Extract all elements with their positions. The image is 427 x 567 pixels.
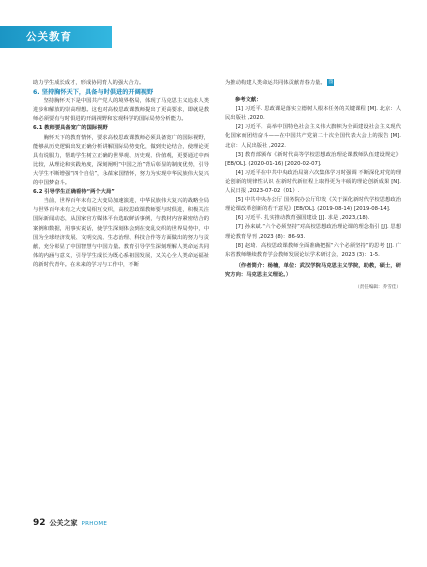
reference-item: [7] 孙来斌.“六个必须坚持”对高校思想政治理论课的理念指引 [J]. 思想理论教育导刊 ,2023 (8)：86-93. xyxy=(225,224,401,240)
left-column xyxy=(33,79,209,270)
section-6-2-paragraph: 当前，世界百年未有之大变局加速演进，中华民族伟大复兴的战略全局与世界百年未有之大变局相互交织，高校思政课教师要与时俱进，积极关注国际新闻动态，从国家官方媒体平台选取鲜活事例，与教材内容紧密结合的案例和数据，用事实说话，使学生深刻体会到在变乱交织的世界局势中，中国为全球经济发展、文明交流、生态治理、科技合作等方面做出的努力与贡献，充分彰显了中国智慧与中国力量。教育引导学生深刻理解人类命运共同体的内涵与意义，引导学生成长为既心系祖国发展，又关心全人类命运福祉的新时代青年。在未来的学习与工作中，不断 xyxy=(33,198,209,268)
responsible-editor: （责任编辑：乔雪佳） xyxy=(355,284,401,290)
section-label-banner xyxy=(0,26,112,48)
section-6-paragraph: 坚持胸怀天下是中国共产党人的境界格局，体现了马克思主义追求人类进步和解放的崇高理想。这也对高校思政课教师提出了更高要求，即就是教师必须要有与时俱进的开阔视野和宏观科学的国际局势分析能力。 xyxy=(33,98,209,123)
intro-paragraph: 助力学生成长成才，形成协同育人的强大合力。 xyxy=(33,80,145,86)
continued-paragraph xyxy=(225,79,401,88)
magazine-english-name: PRHOME xyxy=(81,521,108,527)
magazine-name: 公关之家 xyxy=(49,519,78,527)
author-info: （作者简介：杨楠，单位：武汉学院马克思主义学院，助教，硕士，研究方向：马克思主义理论。） xyxy=(225,262,401,278)
reference-item: [2] 习近平．高举中国特色社会主义伟大旗帜为全面建设社会主义现代化国家而团结奋斗——在中国共产党第二十次全国代表大会上的报告 [M]. 北京：人民出版社 ,2022. xyxy=(225,124,401,149)
reference-item: [3] 教育部颁布《新时代高等学校思想政治理论课教师队伍建设规定》[EB/OL]. (2020-01-16) [2020-02-07]. xyxy=(225,151,401,167)
section-6-1-paragraph: 胸怀天下的教育情怀，要求高校思政课教师必须具备宽广的国际视野，能够从历史逻辑出发正确分析讲解国际局势变化，做到史论结合，使理论更具有说服力，帮助学生树立正确的世界观、历史观、价值观，更要通过中西比较，从理论和实践角度，深刻阐明“中国之治”背后彰显的制度优势，引导大学生不断增强“四个自信”，永葆家国情怀，努力为实现中华民族伟大复兴的中国梦奋斗。 xyxy=(33,134,209,187)
reference-item: [8] 赵琦．高校思政课教师全面准确把握“六个必须坚持”的思考 [J]. 广东省教师继续教育学会教师发展论坛学术研讨会，2023 (3)：1-5. xyxy=(225,242,401,258)
page-number: 92 xyxy=(33,518,46,528)
reference-item: [6] 习近平. 扎实推动教育强国建设 [J]. 求是 ,2023,(18). xyxy=(235,215,370,222)
subheading-6-2: 6.2 引导学生正确看待“两个大局” xyxy=(33,189,115,196)
reference-item: [1] 习近平. 思政课是落实立德树人根本任务的关键课程 [M]. 北京：人民出版社 ,2020. xyxy=(225,106,401,122)
reference-item: [4] 习近平在中共中央政治局第六次集体学习时强调 不断深化对党的理论创新的规律性认识 在新时代新征程上取得更为丰硕的理论创新成果 [N]. 人民日报 ,2023-07-02（01）. xyxy=(225,169,401,195)
section-heading-6: 6. 坚持胸怀天下，具备与时俱进的开阔视野 xyxy=(33,89,154,97)
page-footer xyxy=(33,518,107,528)
references-title: 参考文献： xyxy=(235,97,262,104)
section-label: 公关教育 xyxy=(26,31,72,43)
right-column xyxy=(225,79,401,292)
reference-item: [5] 中共中央办公厅 国务院办公厅印发《关于深化新时代学校思想政治理论课改革创新的若干意见》[EB/OL]. (2019-08-14) [2019-08-14]. xyxy=(225,197,401,213)
subheading-6-1: 6.1 教师要具备宽广的国际视野 xyxy=(33,125,108,132)
end-mark-icon: 图 xyxy=(328,79,334,85)
continued-text: 为推动构建人类命运共同体贡献青春力量。 xyxy=(225,80,326,86)
